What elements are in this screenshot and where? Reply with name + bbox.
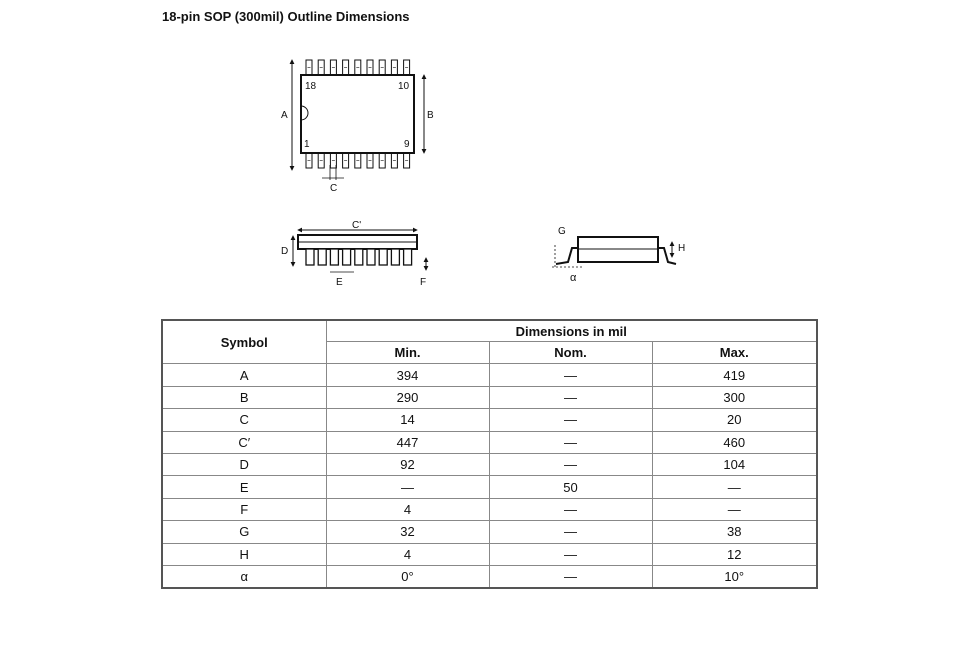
pin-label-18: 18 [305,81,317,92]
symbol-cell: A [162,364,326,386]
min-header: Min. [326,342,489,364]
min-cell: 0° [326,565,489,588]
table-row [162,476,817,498]
symbol-cell: F [162,498,326,520]
dim-G-label: G [558,226,566,237]
dim-Cprime-label: C' [352,220,362,231]
min-cell: 4 [326,543,489,565]
nom-cell: — [489,453,652,475]
min-cell: — [326,476,489,498]
dim-E-label: E [336,277,343,288]
dim-C-label: C [330,183,338,194]
dim-F-label: F [420,277,427,288]
table-row [162,521,817,543]
dimensions-table [161,319,818,589]
pin-label-10: 10 [398,81,410,92]
symbol-cell: B [162,386,326,408]
nom-cell: — [489,409,652,431]
symbol-cell: α [162,565,326,588]
top-view [281,60,434,194]
symbol-cell: H [162,543,326,565]
symbol-cell: E [162,476,326,498]
top-pins [306,60,410,75]
dimensions-group-header: Dimensions in mil [326,320,817,342]
end-lead-right [658,248,676,264]
nom-cell: — [489,364,652,386]
table-row [162,565,817,588]
table-row [162,498,817,520]
max-cell: — [652,498,817,520]
pin-label-1: 1 [304,139,310,150]
table-row [162,543,817,565]
max-cell: 12 [652,543,817,565]
side-lead [306,249,314,265]
side-leads [306,249,412,265]
table-row [162,453,817,475]
table-row [162,431,817,453]
table-row [162,386,817,408]
symbol-cell: D [162,453,326,475]
side-lead [379,249,387,265]
side-lead [318,249,326,265]
max-cell: 38 [652,521,817,543]
nom-cell: — [489,386,652,408]
symbol-cell: C [162,409,326,431]
table-row [162,364,817,386]
symbol-header: Symbol [162,320,326,364]
pin-label-9: 9 [404,139,410,150]
dim-H-label: H [678,243,686,254]
max-cell: 460 [652,431,817,453]
side-lead [355,249,363,265]
min-cell: 32 [326,521,489,543]
nom-header: Nom. [489,342,652,364]
max-cell: — [652,476,817,498]
max-cell: 419 [652,364,817,386]
page-title: 18-pin SOP (300mil) Outline Dimensions [162,9,410,24]
max-cell: 10° [652,565,817,588]
nom-cell: — [489,431,652,453]
bottom-pins [306,153,410,168]
max-cell: 104 [652,453,817,475]
table-row [162,409,817,431]
dim-A-label: A [281,110,288,121]
side-view [281,220,426,288]
package-outline-drawing [0,0,979,310]
symbol-cell: C′ [162,431,326,453]
max-cell: 20 [652,409,817,431]
nom-cell: — [489,498,652,520]
min-cell: 14 [326,409,489,431]
side-lead [343,249,351,265]
dim-alpha-label: α [570,272,577,284]
side-lead [391,249,399,265]
table-header-row [162,320,817,342]
side-lead [367,249,375,265]
dim-B-label: B [427,110,434,121]
nom-cell: — [489,543,652,565]
end-view [552,226,685,284]
dim-D-label: D [281,246,289,257]
symbol-cell: G [162,521,326,543]
side-lead [404,249,412,265]
min-cell: 290 [326,386,489,408]
side-lead [330,249,338,265]
min-cell: 4 [326,498,489,520]
nom-cell: 50 [489,476,652,498]
nom-cell: — [489,521,652,543]
end-lead-left [556,248,578,264]
min-cell: 92 [326,453,489,475]
max-header: Max. [652,342,817,364]
min-cell: 394 [326,364,489,386]
max-cell: 300 [652,386,817,408]
min-cell: 447 [326,431,489,453]
nom-cell: — [489,565,652,588]
